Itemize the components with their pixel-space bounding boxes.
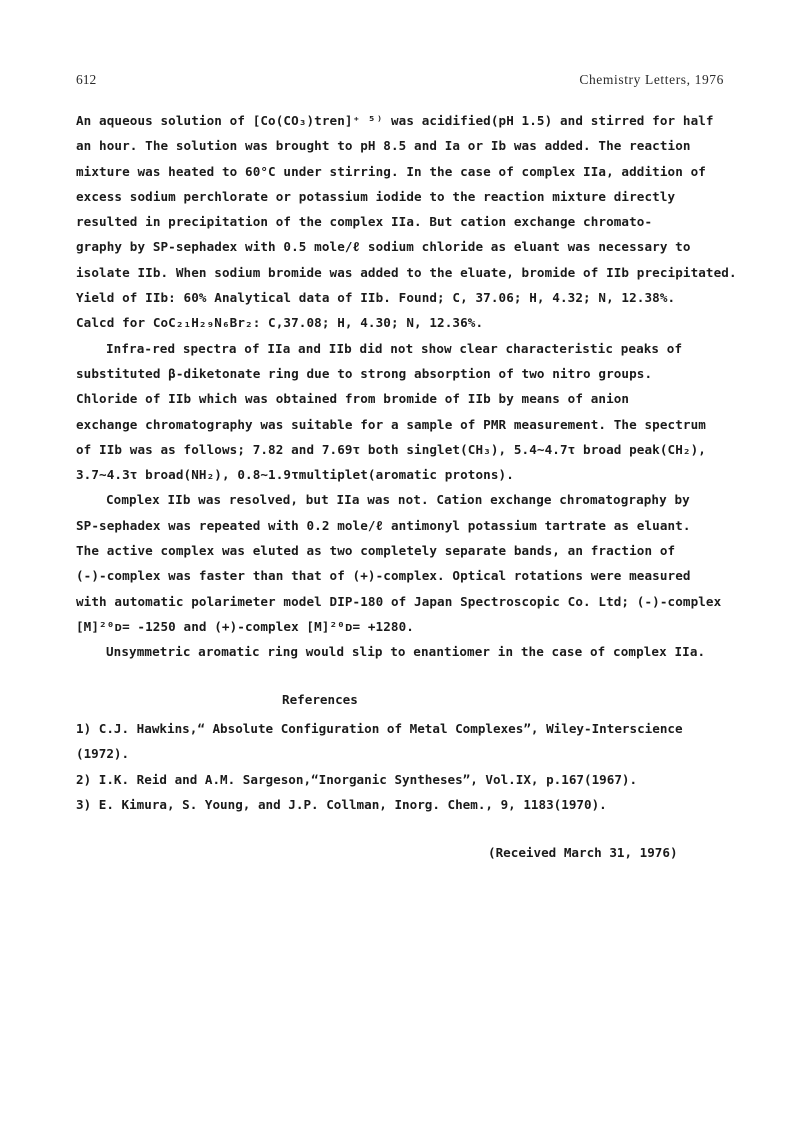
paragraph-resolution [76, 487, 762, 639]
reference-line: 1) C.J. Hawkins,“ Absolute Configuration of Metal Complexes”, Wiley-Interscience [76, 721, 683, 736]
references-list [76, 716, 762, 817]
text-line: isolate IIb. When sodium bromide was added to the eluate, bromide of IIb precipitated. [76, 264, 737, 280]
paragraph-spectra [76, 336, 762, 488]
text-line: The active complex was eluted as two completely separate bands, an fraction of [76, 543, 676, 559]
text-line: [M]²⁰ᴅ= -1250 and (+)-complex [M]²⁰ᴅ= +1280. [76, 618, 414, 634]
text-line: of IIb was as follows; 7.82 and 7.69τ both singlet(CH₃), 5.4∼4.7τ broad peak(CH₂), [76, 441, 706, 457]
text-line: exchange chromatography was suitable for a sample of PMR measurement. The spectrum [76, 416, 706, 432]
text-line: Chloride of IIb which was obtained from bromide of IIb by means of anion [76, 391, 630, 407]
paragraph-synthesis [76, 108, 762, 336]
text-line: Unsymmetric aromatic ring would slip to enantiomer in the case of complex IIa. [106, 644, 706, 660]
paragraph-conclusion [76, 639, 762, 664]
text-line: graphy by SP-sephadex with 0.5 mole/ℓ sodium chloride as eluant was necessary to [76, 239, 691, 255]
references-heading: References [282, 692, 358, 707]
article-body [76, 108, 762, 665]
text-line: excess sodium perchlorate or potassium iodide to the reaction mixture directly [76, 188, 676, 204]
text-line: with automatic polarimeter model DIP-180 of Japan Spectroscopic Co. Ltd; (-)-complex [76, 593, 722, 609]
text-line: resulted in precipitation of the complex IIa. But cation exchange chromato- [76, 214, 653, 230]
text-line: mixture was heated to 60°C under stirring. In the case of complex IIa, addition of [76, 163, 706, 179]
page-number: 612 [76, 72, 97, 87]
page-header [76, 72, 724, 92]
text-line: Calcd for CoC₂₁H₂₉N₆Br₂: C,37.08; H, 4.30; N, 12.36%. [76, 315, 484, 331]
text-line: Yield of IIb: 60% Analytical data of IIb. Found; C, 37.06; H, 4.32; N, 12.38%. [76, 290, 676, 306]
text-line: An aqueous solution of [Co(CO₃)tren]⁺ ⁵⁾ was acidified(pH 1.5) and stirred for half [76, 113, 714, 128]
reference-line: 2) I.K. Reid and A.M. Sargeson,“Inorganic Syntheses”, Vol.IX, p.167(1967). [76, 771, 638, 787]
text-line: an hour. The solution was brought to pH 8.5 and Ia or Ib was added. The reaction [76, 138, 691, 154]
reference-line: 3) E. Kimura, S. Young, and J.P. Collman, Inorg. Chem., 9, 1183(1970). [76, 796, 607, 812]
text-line: (-)-complex was faster than that of (+)-complex. Optical rotations were measured [76, 568, 691, 584]
received-date: (Received March 31, 1976) [488, 845, 678, 860]
text-line: 3.7∼4.3τ broad(NH₂), 0.8∼1.9τmultiplet(aromatic protons). [76, 467, 514, 483]
text-line: Complex IIb was resolved, but IIa was not. Cation exchange chromatography by [106, 492, 690, 508]
text-line: Infra-red spectra of IIa and IIb did not show clear characteristic peaks of [106, 340, 683, 356]
text-line: substituted β-diketonate ring due to strong absorption of two nitro groups. [76, 365, 653, 381]
reference-line: (1972). [76, 746, 130, 762]
text-line: SP-sephadex was repeated with 0.2 mole/ℓ antimonyl potassium tartrate as eluant. [76, 517, 691, 533]
journal-title: Chemistry Letters, 1976 [579, 72, 724, 87]
